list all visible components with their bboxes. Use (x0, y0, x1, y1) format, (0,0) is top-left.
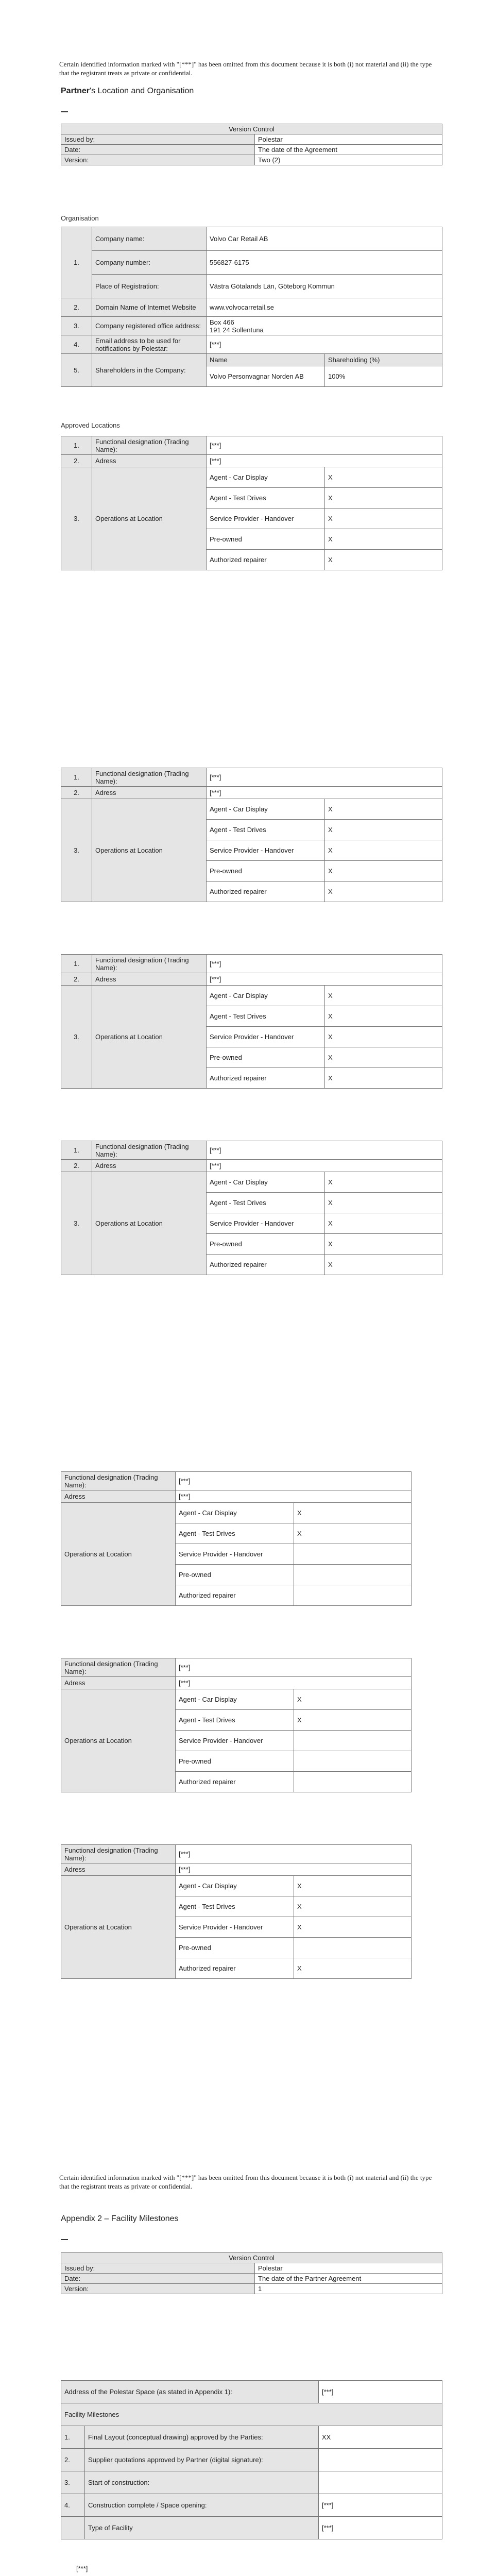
trading-name-label: Functional designation (Trading Name): (92, 436, 207, 455)
operation-mark (294, 1585, 412, 1606)
location-row-number: 3. (61, 1172, 92, 1275)
trading-name-value: [***] (207, 768, 442, 787)
address-value: [***] (207, 787, 442, 799)
operation-mark (294, 1938, 412, 1958)
approved-locations-heading: Approved Locations (61, 421, 120, 429)
version-control-table (61, 124, 442, 165)
org-row-number: 5. (61, 354, 92, 387)
operation-mark: X (294, 1896, 412, 1917)
org-row-number: 2. (61, 298, 92, 317)
milestone-value: XX (319, 2426, 442, 2449)
operation-name: Agent - Car Display (207, 467, 325, 488)
location-row-number: 3. (61, 467, 92, 570)
operation-mark: X (294, 1917, 412, 1938)
trading-name-label: Functional designation (Trading Name): (92, 1141, 207, 1160)
location-row-number: 1. (61, 768, 92, 787)
version-control-header: Version Control (61, 2253, 442, 2263)
organisation-heading: Organisation (61, 214, 99, 222)
appendix-2-title: Appendix 2 – Facility Milestones (61, 2214, 179, 2223)
operation-name: Pre-owned (176, 1938, 294, 1958)
operation-mark: X (325, 1006, 442, 1027)
milestone-table (61, 2380, 442, 2539)
address-label: Adress (92, 455, 207, 467)
office-line2: 191 24 Sollentuna (210, 326, 264, 334)
company-name-label: Company name: (92, 227, 207, 251)
version-control-table-2 (61, 2252, 442, 2294)
operation-mark: X (325, 488, 442, 509)
shareholder-name: Volvo Personvagnar Norden AB (207, 366, 325, 387)
trading-name-label: Functional designation (Trading Name): (61, 1658, 176, 1677)
address-label: Adress (61, 1863, 176, 1876)
operations-label: Operations at Location (92, 1172, 207, 1275)
operations-label: Operations at Location (61, 1503, 176, 1606)
version-control-header: Version Control (61, 124, 442, 134)
place-label: Place of Registration: (92, 275, 207, 298)
operation-name: Pre-owned (207, 861, 325, 882)
operation-name: Agent - Test Drives (207, 488, 325, 509)
operation-mark: X (325, 1213, 442, 1234)
address-label: Adress (92, 787, 207, 799)
location-row-number: 2. (61, 973, 92, 986)
operation-name: Authorized repairer (207, 1068, 325, 1089)
operation-mark (294, 1772, 412, 1792)
facility-milestones-table (61, 2380, 442, 2539)
operations-label: Operations at Location (92, 799, 207, 902)
confidentiality-disclaimer-2: Certain identified information marked with "[***]" has been omitted from this document because it is both (i) not material and (ii) the type that the registrant treats as private or confidential. (59, 2174, 432, 2190)
page-title (61, 87, 194, 96)
vc-label: Version: (61, 2284, 255, 2294)
operation-mark: X (325, 840, 442, 861)
location-table (61, 954, 442, 1089)
operation-mark: X (325, 1255, 442, 1275)
milestone-label: Type of Facility (85, 2517, 319, 2539)
between-note: [***] (76, 2565, 88, 2572)
operation-name: Service Provider - Handover (176, 1544, 294, 1565)
operation-mark: X (325, 467, 442, 488)
operation-name: Agent - Car Display (176, 1876, 294, 1896)
office-line1: Box 466 (210, 318, 234, 326)
location-row-number: 3. (61, 986, 92, 1089)
operation-mark: X (325, 1047, 442, 1068)
milestones-section-header: Facility Milestones (61, 2403, 442, 2426)
milestone-value (319, 2471, 442, 2494)
operations-label: Operations at Location (92, 467, 207, 570)
approved-location-table (61, 1141, 442, 1275)
location-row-number: 2. (61, 455, 92, 467)
operation-mark: X (325, 1172, 442, 1193)
milestone-number: 4. (61, 2494, 85, 2517)
vc-label: Issued by: (61, 134, 255, 145)
location-row-number: 2. (61, 1160, 92, 1172)
trading-name-value: [***] (176, 1472, 412, 1490)
address-label: Adress (61, 1677, 176, 1689)
operation-mark: X (325, 986, 442, 1006)
approved-location-table (61, 1658, 412, 1792)
operation-mark: X (325, 820, 442, 840)
operation-name: Authorized repairer (207, 1255, 325, 1275)
operation-mark: X (325, 882, 442, 902)
address-value: [***] (176, 1863, 412, 1876)
shareholder-name-header: Name (207, 354, 325, 366)
vc-value: Two (2) (255, 155, 442, 165)
confidentiality-disclaimer: Certain identified information marked with "[***]" has been omitted from this document because it is both (i) not material and (ii) the type that the registrant treats as private or confidential. (59, 60, 432, 77)
approved-location-table (61, 436, 442, 570)
operation-name: Agent - Test Drives (207, 1006, 325, 1027)
domain-label: Domain Name of Internet Website (92, 298, 207, 317)
organisation-table (61, 227, 442, 387)
operation-name: Service Provider - Handover (207, 840, 325, 861)
operation-name: Authorized repairer (176, 1585, 294, 1606)
title-dash (61, 111, 68, 112)
operation-name: Agent - Test Drives (176, 1710, 294, 1731)
milestone-number: 3. (61, 2471, 85, 2494)
address-label: Adress (61, 1490, 176, 1503)
vc-label: Date: (61, 2274, 255, 2284)
operation-name: Pre-owned (207, 529, 325, 550)
operation-mark: X (325, 1193, 442, 1213)
milestone-label: Construction complete / Space opening: (85, 2494, 319, 2517)
vc-value: The date of the Partner Agreement (255, 2274, 442, 2284)
operation-name: Service Provider - Handover (176, 1731, 294, 1751)
address-value: [***] (207, 973, 442, 986)
operation-mark (294, 1731, 412, 1751)
operation-mark: X (294, 1710, 412, 1731)
vc-label: Version: (61, 155, 255, 165)
milestone-number: 1. (61, 2426, 85, 2449)
operations-label: Operations at Location (61, 1689, 176, 1792)
milestone-value: [***] (319, 2494, 442, 2517)
address-value: [***] (207, 455, 442, 467)
address-label: Adress (92, 1160, 207, 1172)
vc-value: The date of the Agreement (255, 145, 442, 155)
trading-name-label: Functional designation (Trading Name): (92, 955, 207, 973)
operation-name: Service Provider - Handover (207, 1213, 325, 1234)
trading-name-value: [***] (207, 436, 442, 455)
space-address-label: Address of the Polestar Space (as stated in Appendix 1): (61, 2381, 319, 2403)
location-row-number: 1. (61, 1141, 92, 1160)
operation-name: Service Provider - Handover (207, 509, 325, 529)
address-value: [***] (176, 1677, 412, 1689)
operation-mark: X (294, 1503, 412, 1523)
location-row-number: 2. (61, 787, 92, 799)
operation-name: Agent - Car Display (176, 1503, 294, 1523)
operation-mark: X (325, 861, 442, 882)
org-row-number: 1. (61, 227, 92, 298)
space-address-value: [***] (319, 2381, 442, 2403)
operation-name: Service Provider - Handover (176, 1917, 294, 1938)
org-row-number: 3. (61, 317, 92, 335)
operation-name: Agent - Test Drives (176, 1896, 294, 1917)
milestone-number (61, 2517, 85, 2539)
operations-label: Operations at Location (61, 1876, 176, 1979)
page-title-rest: 's Location and Organisation (90, 87, 194, 95)
operation-name: Pre-owned (207, 1047, 325, 1068)
location-table (61, 436, 442, 570)
milestone-label: Supplier quotations approved by Partner (digital signature): (85, 2449, 319, 2471)
operation-mark: X (325, 509, 442, 529)
vc-label: Issued by: (61, 2263, 255, 2274)
trading-name-value: [***] (207, 1141, 442, 1160)
location-table (61, 1658, 412, 1792)
milestone-value: [***] (319, 2517, 442, 2539)
location-row-number: 1. (61, 436, 92, 455)
operation-name: Authorized repairer (176, 1772, 294, 1792)
operation-name: Pre-owned (176, 1565, 294, 1585)
operation-mark: X (325, 550, 442, 570)
place-value: Västra Götalands Län, Göteborg Kommun (207, 275, 442, 298)
title-dash-2 (61, 2239, 68, 2240)
shareholders-label: Shareholders in the Company: (92, 354, 207, 387)
operations-label: Operations at Location (92, 986, 207, 1089)
company-name-value: Volvo Car Retail AB (207, 227, 442, 251)
approved-location-table (61, 1844, 412, 1979)
operation-mark: X (294, 1958, 412, 1979)
email-label: Email address to be used for notifications by Polestar: (92, 335, 207, 354)
operation-name: Authorized repairer (176, 1958, 294, 1979)
operation-mark: X (294, 1689, 412, 1710)
location-row-number: 3. (61, 799, 92, 902)
address-value: [***] (207, 1160, 442, 1172)
operation-name: Agent - Car Display (176, 1689, 294, 1710)
operation-mark: X (325, 1234, 442, 1255)
vc-value: 1 (255, 2284, 442, 2294)
vc-value: Polestar (255, 2263, 442, 2274)
operation-mark: X (294, 1876, 412, 1896)
operation-name: Agent - Car Display (207, 799, 325, 820)
location-table (61, 1141, 442, 1275)
company-number-value: 556827-6175 (207, 251, 442, 275)
location-table (61, 1471, 412, 1606)
address-value: [***] (176, 1490, 412, 1503)
operation-name: Agent - Test Drives (176, 1523, 294, 1544)
approved-location-table (61, 768, 442, 902)
operation-mark: X (325, 799, 442, 820)
address-label: Adress (92, 973, 207, 986)
milestone-number: 2. (61, 2449, 85, 2471)
operation-name: Authorized repairer (207, 882, 325, 902)
approved-location-table (61, 1471, 412, 1606)
milestone-value (319, 2449, 442, 2471)
operation-name: Agent - Test Drives (207, 820, 325, 840)
trading-name-value: [***] (207, 955, 442, 973)
trading-name-label: Functional designation (Trading Name): (61, 1845, 176, 1863)
location-table (61, 768, 442, 902)
operation-name: Agent - Car Display (207, 1172, 325, 1193)
operation-mark: X (325, 1027, 442, 1047)
location-row-number: 1. (61, 955, 92, 973)
operation-name: Service Provider - Handover (207, 1027, 325, 1047)
approved-location-table (61, 954, 442, 1089)
company-number-label: Company number: (92, 251, 207, 275)
trading-name-label: Functional designation (Trading Name): (61, 1472, 176, 1490)
operation-mark (294, 1751, 412, 1772)
operation-name: Agent - Car Display (207, 986, 325, 1006)
office-value (207, 317, 442, 335)
vc-label: Date: (61, 145, 255, 155)
trading-name-value: [***] (176, 1658, 412, 1677)
org-row-number: 4. (61, 335, 92, 354)
office-label: Company registered office address: (92, 317, 207, 335)
vc-value: Polestar (255, 134, 442, 145)
operation-name: Authorized repairer (207, 550, 325, 570)
page-title-bold: Partner (61, 87, 90, 95)
operation-mark (294, 1565, 412, 1585)
milestone-label: Start of construction: (85, 2471, 319, 2494)
operation-name: Pre-owned (176, 1751, 294, 1772)
shareholding-value: 100% (325, 366, 442, 387)
operation-mark: X (325, 1068, 442, 1089)
operation-mark: X (294, 1523, 412, 1544)
shareholding-header: Shareholding (%) (325, 354, 442, 366)
location-table (61, 1844, 412, 1979)
trading-name-value: [***] (176, 1845, 412, 1863)
operation-name: Pre-owned (207, 1234, 325, 1255)
operation-name: Agent - Test Drives (207, 1193, 325, 1213)
milestone-label: Final Layout (conceptual drawing) approved by the Parties: (85, 2426, 319, 2449)
operation-mark (294, 1544, 412, 1565)
domain-value: www.volvocarretail.se (207, 298, 442, 317)
operation-mark: X (325, 529, 442, 550)
trading-name-label: Functional designation (Trading Name): (92, 768, 207, 787)
email-value: [***] (207, 335, 442, 354)
